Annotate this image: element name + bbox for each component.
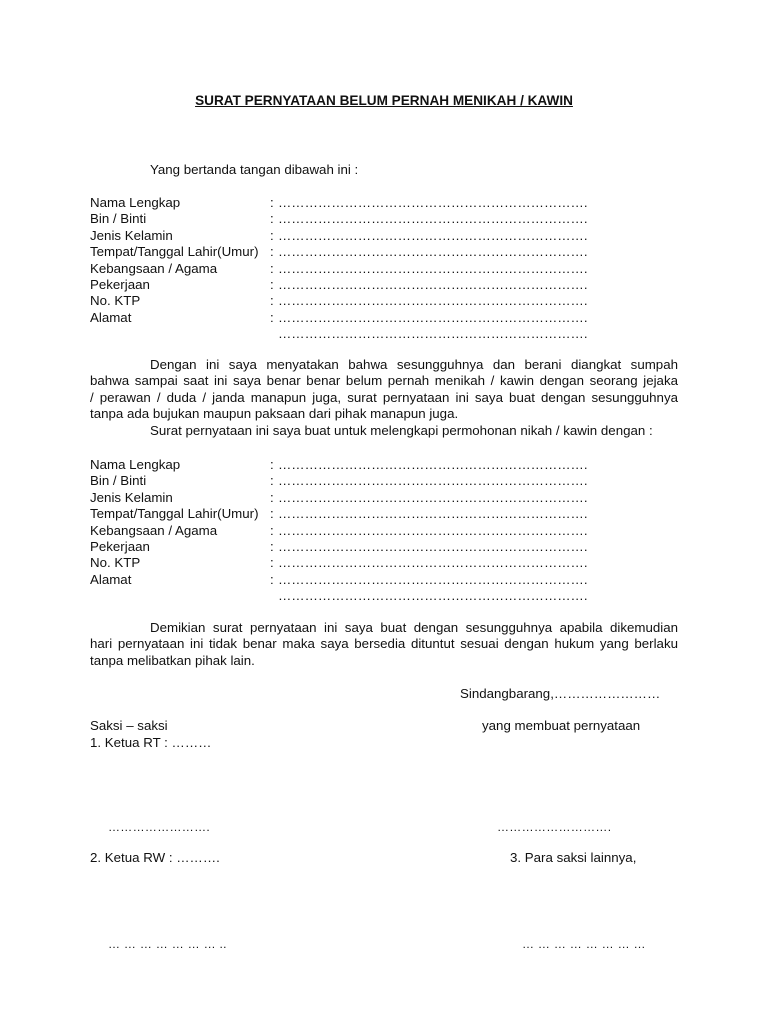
field-blank-line[interactable]: ……………………………………………………………. — [278, 260, 588, 276]
signature-line-rw: … … … … … … … .. — [108, 937, 227, 951]
field-label: Bin / Binti — [90, 211, 147, 227]
field-blank-line[interactable]: ……………………………………………………………. — [278, 489, 588, 505]
field-row — [90, 261, 600, 277]
field-row — [90, 539, 600, 555]
statement-paragraph — [90, 357, 678, 439]
field-label: Pekerjaan — [90, 276, 150, 292]
field-blank-line[interactable]: ……………………………………………………………. — [278, 473, 588, 489]
field-label: Alamat — [90, 571, 132, 587]
field-row — [90, 293, 600, 309]
field-blank-line[interactable]: ……………………………………………………………. — [278, 326, 588, 342]
field-row — [90, 195, 600, 211]
field-colon: : — [270, 195, 274, 210]
field-colon: : — [270, 309, 274, 325]
field-blank-line[interactable]: ……………………………………………………………. — [278, 309, 588, 325]
field-label: Tempat/Tanggal Lahir(Umur) — [90, 506, 259, 522]
paragraph-line: tanpa melibatkan pihak lain. — [90, 652, 255, 668]
field-colon: : — [270, 244, 274, 260]
intro-text: Yang bertanda tangan dibawah ini : — [150, 162, 359, 177]
field-blank-line[interactable]: ……………………………………………………………. — [278, 506, 588, 522]
field-label: Alamat — [90, 309, 132, 325]
paragraph-line: / perawan / duda / janda manapun juga, surat pernyataan ini saya buat dengan sesungguhnya — [90, 389, 678, 405]
paragraph-line: hari pernyataan ini tidak benar maka saya bersedia dituntut sesuai dengan hukum yang berlaku — [90, 636, 678, 652]
field-row — [90, 473, 600, 489]
field-colon: : — [270, 571, 274, 587]
field-row — [90, 310, 600, 326]
field-blank-line[interactable]: ……………………………………………………………. — [278, 293, 588, 309]
paragraph-line: Dengan ini saya menyatakan bahwa sesungguhnya dan berani diangkat sumpah — [150, 357, 678, 372]
field-colon: : — [270, 538, 274, 554]
field-blank-line[interactable]: ……………………………………………………………. — [278, 588, 588, 604]
field-row — [90, 490, 600, 506]
field-colon: : — [270, 555, 274, 571]
field-colon: : — [270, 293, 274, 309]
paragraph-line: tanpa ada bujukan maupun paksaan dari pihak manapun juga. — [90, 406, 459, 422]
purpose-paragraph: Surat pernyataan ini saya buat untuk melengkapi permohonan nikah / kawin dengan : — [150, 422, 653, 438]
paragraph-line: Demikian surat pernyataan ini saya buat dengan sesungguhnya apabila dikemudian — [150, 620, 678, 635]
witness-rt: 1. Ketua RT : ……… — [90, 735, 212, 750]
signature-line-rt: ……………………. — [108, 820, 211, 834]
field-row — [90, 506, 600, 522]
field-row — [90, 211, 600, 227]
field-colon: : — [270, 227, 274, 243]
field-row — [90, 244, 600, 260]
field-label: Nama Lengkap — [90, 457, 181, 472]
field-label: Kebangsaan / Agama — [90, 522, 218, 538]
field-colon: : — [270, 457, 274, 472]
maker-label: yang membuat pernyataan — [482, 718, 641, 733]
field-row — [90, 588, 600, 604]
field-label: Jenis Kelamin — [90, 227, 173, 243]
field-row — [90, 277, 600, 293]
field-colon: : — [270, 276, 274, 292]
field-row — [90, 555, 600, 571]
field-colon: : — [270, 473, 274, 489]
field-blank-line[interactable]: ……………………………………………………………. — [278, 211, 588, 227]
field-blank-line[interactable]: ……………………………………………………………. — [278, 522, 588, 538]
field-colon: : — [270, 506, 274, 522]
field-row — [90, 523, 600, 539]
field-colon: : — [270, 489, 274, 505]
field-label: No. KTP — [90, 293, 141, 309]
field-label: No. KTP — [90, 555, 141, 571]
field-label: Tempat/Tanggal Lahir(Umur) — [90, 244, 259, 260]
field-colon: : — [270, 211, 274, 227]
fields-block-declarant — [90, 195, 600, 343]
signature-line-maker: ………………………. — [497, 820, 612, 834]
place-date: Sindangbarang,…………………… — [460, 686, 661, 701]
closing-paragraph — [90, 620, 678, 669]
field-blank-line[interactable]: ……………………………………………………………. — [278, 227, 588, 243]
field-blank-line[interactable]: ……………………………………………………………. — [278, 244, 588, 260]
field-row — [90, 228, 600, 244]
field-label: Bin / Binti — [90, 473, 147, 489]
field-row — [90, 572, 600, 588]
witness-rw: 2. Ketua RW : ………. — [90, 850, 220, 865]
field-blank-line[interactable]: ……………………………………………………………. — [278, 538, 588, 554]
field-blank-line[interactable]: ……………………………………………………………. — [278, 195, 588, 210]
field-label: Jenis Kelamin — [90, 489, 173, 505]
signature-line-others: … … … … … … … … — [522, 937, 646, 951]
field-blank-line[interactable]: ……………………………………………………………. — [278, 555, 588, 571]
document-title: SURAT PERNYATAAN BELUM PERNAH MENIKAH / KAWIN — [195, 93, 573, 108]
field-colon: : — [270, 522, 274, 538]
field-label: Pekerjaan — [90, 538, 150, 554]
field-label: Kebangsaan / Agama — [90, 260, 218, 276]
field-blank-line[interactable]: ……………………………………………………………. — [278, 457, 588, 472]
field-blank-line[interactable]: ……………………………………………………………. — [278, 571, 588, 587]
witnesses-label: Saksi – saksi — [90, 718, 168, 733]
field-label: Nama Lengkap — [90, 195, 181, 210]
witness-others: 3. Para saksi lainnya, — [510, 850, 637, 865]
field-row — [90, 326, 600, 342]
field-blank-line[interactable]: ……………………………………………………………. — [278, 276, 588, 292]
field-row — [90, 457, 600, 473]
field-colon: : — [270, 260, 274, 276]
paragraph-line: bahwa sampai saat ini saya benar benar belum pernah menikah / kawin dengan seorang jejaka — [90, 373, 678, 389]
fields-block-spouse — [90, 457, 600, 605]
